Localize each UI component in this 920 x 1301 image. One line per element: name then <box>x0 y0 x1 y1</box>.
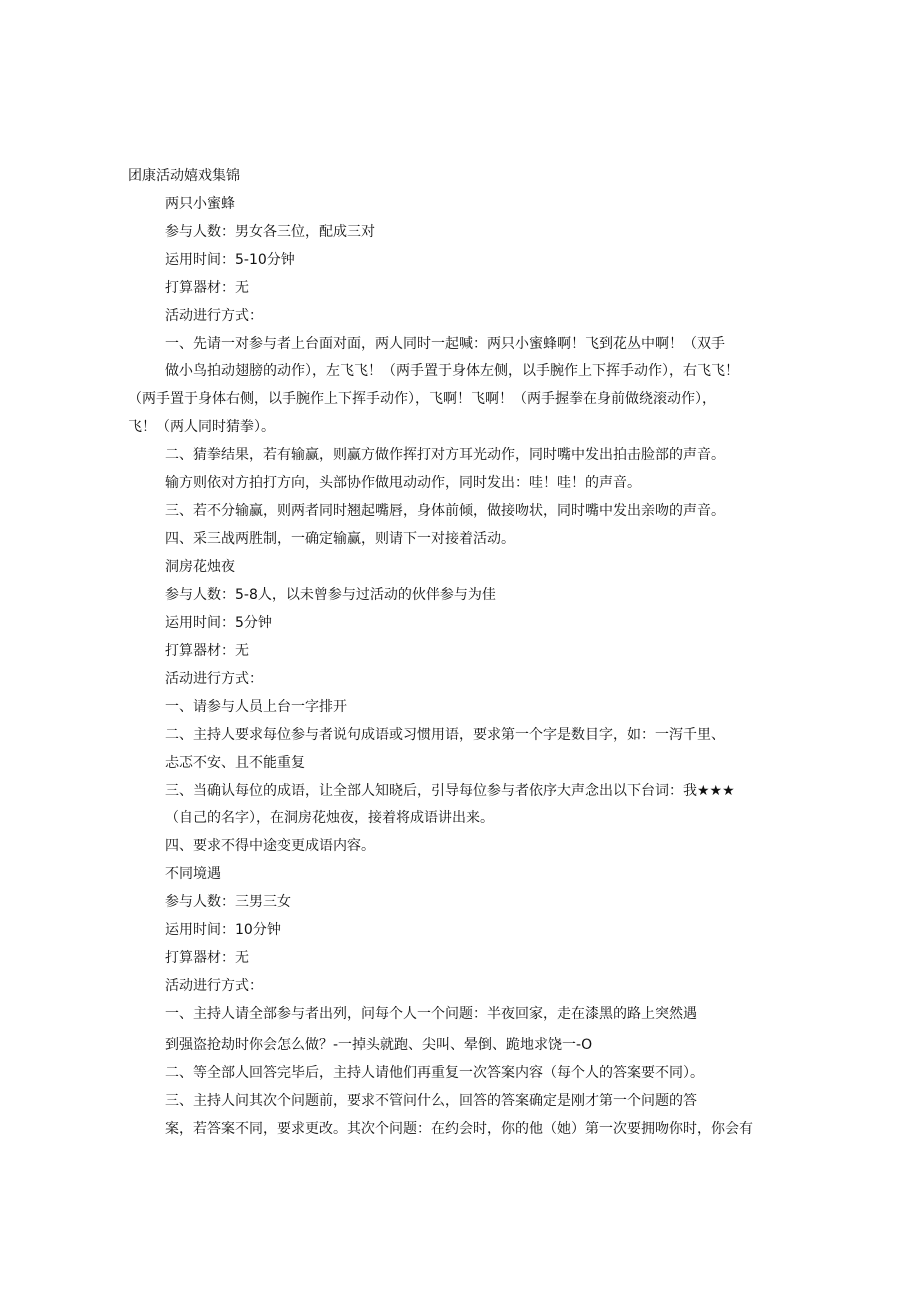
game-2-duration: 运用时间：5分钟 <box>165 615 272 631</box>
game-1-step-line: 三、若不分输赢，则两者同时翘起嘴唇，身体前倾，做接吻状，同时嘴中发出亲吻的声音。 <box>165 503 725 519</box>
game-1-equipment: 打算器材：无 <box>165 280 249 296</box>
game-3-duration: 运用时间：10分钟 <box>165 922 281 938</box>
game-2-method-heading: 活动进行方式： <box>165 671 263 687</box>
game-1-step-line: 一、先请一对参与者上台面对面，两人同时一起喊：两只小蜜蜂啊！飞到花丛中啊！（双手 <box>165 336 725 352</box>
game-1-step-line: 二、猜拳结果，若有输赢，则赢方做作挥打对方耳光动作，同时嘴中发出拍击脸部的声音。 <box>165 447 725 463</box>
document-title: 团康活动嬉戏集锦 <box>128 168 240 184</box>
game-1-method-heading: 活动进行方式： <box>165 308 263 324</box>
game-2-step-line: 三、当确认每位的成语，让全部人知晓后，引导每位参与者依序大声念出以下台词：我★★★ <box>165 783 735 799</box>
game-3-method-heading: 活动进行方式： <box>165 978 263 994</box>
game-3-step-line: 二、等全部人回答完毕后，主持人请他们再重复一次答案内容（每个人的答案要不同）。 <box>165 1065 704 1081</box>
game-2-step-line: （自己的名字），在洞房花烛夜，接着将成语讲出来。 <box>165 810 494 826</box>
game-2-step-line: 忐忑不安、且不能重复 <box>165 755 305 771</box>
game-1-step-line: 四、采三战两胜制，一确定输赢，则请下一对接着活动。 <box>165 531 515 547</box>
game-2-equipment: 打算器材：无 <box>165 643 249 659</box>
game-2-step-line: 二、主持人要求每位参与者说句成语或习惯用语，要求第一个字是数目字，如：一泻千里、 <box>165 727 725 743</box>
game-1-step-line: 输方则依对方拍打方向，头部协作做甩动动作，同时发出：哇！哇！的声音。 <box>165 475 641 491</box>
game-3-step-line: 到强盗抢劫时你会怎么做？-一掉头就跑、尖叫、晕倒、跪地求饶一-O <box>165 1037 593 1053</box>
game-1-step-line: （两手置于身体右侧，以手腕作上下挥手动作），飞啊！飞啊！（两手握拳在身前做绕滚动作）， <box>128 391 716 407</box>
game-1-step-line: 做小鸟拍动翅膀的动作），左飞飞！（两手置于身体左侧，以手腕作上下挥手动作），右飞飞！ <box>165 363 739 379</box>
game-3-name: 不同境遇 <box>165 866 221 882</box>
game-3-participants: 参与人数：三男三女 <box>165 894 291 910</box>
game-1-participants: 参与人数：男女各三位，配成三对 <box>165 224 375 240</box>
game-1-step-line: 飞！（两人同时猜拳）。 <box>128 419 275 435</box>
game-2-step-line: 一、请参与人员上台一字排开 <box>165 699 347 715</box>
game-3-step-line: 三、主持人问其次个问题前，要求不管问什么，回答的答案确定是刚才第一个问题的答 <box>165 1093 697 1109</box>
game-1-name: 两只小蜜蜂 <box>165 196 235 212</box>
game-2-participants: 参与人数：5-8人，以未曾参与过活动的伙伴参与为佳 <box>165 587 496 603</box>
game-3-equipment: 打算器材：无 <box>165 950 249 966</box>
game-3-step-line: 案，若答案不同，要求更改。其次个问题：在约会时，你的他（她）第一次要拥吻你时，你会有 <box>165 1121 753 1137</box>
game-3-step-line: 一、主持人请全部参与者出列，问每个人一个问题：半夜回家，走在漆黑的路上突然遇 <box>165 1006 697 1022</box>
game-1-duration: 运用时间：5-10分钟 <box>165 252 295 268</box>
game-2-step-line: 四、要求不得中途变更成语内容。 <box>165 838 375 854</box>
game-2-name: 洞房花烛夜 <box>165 559 235 575</box>
